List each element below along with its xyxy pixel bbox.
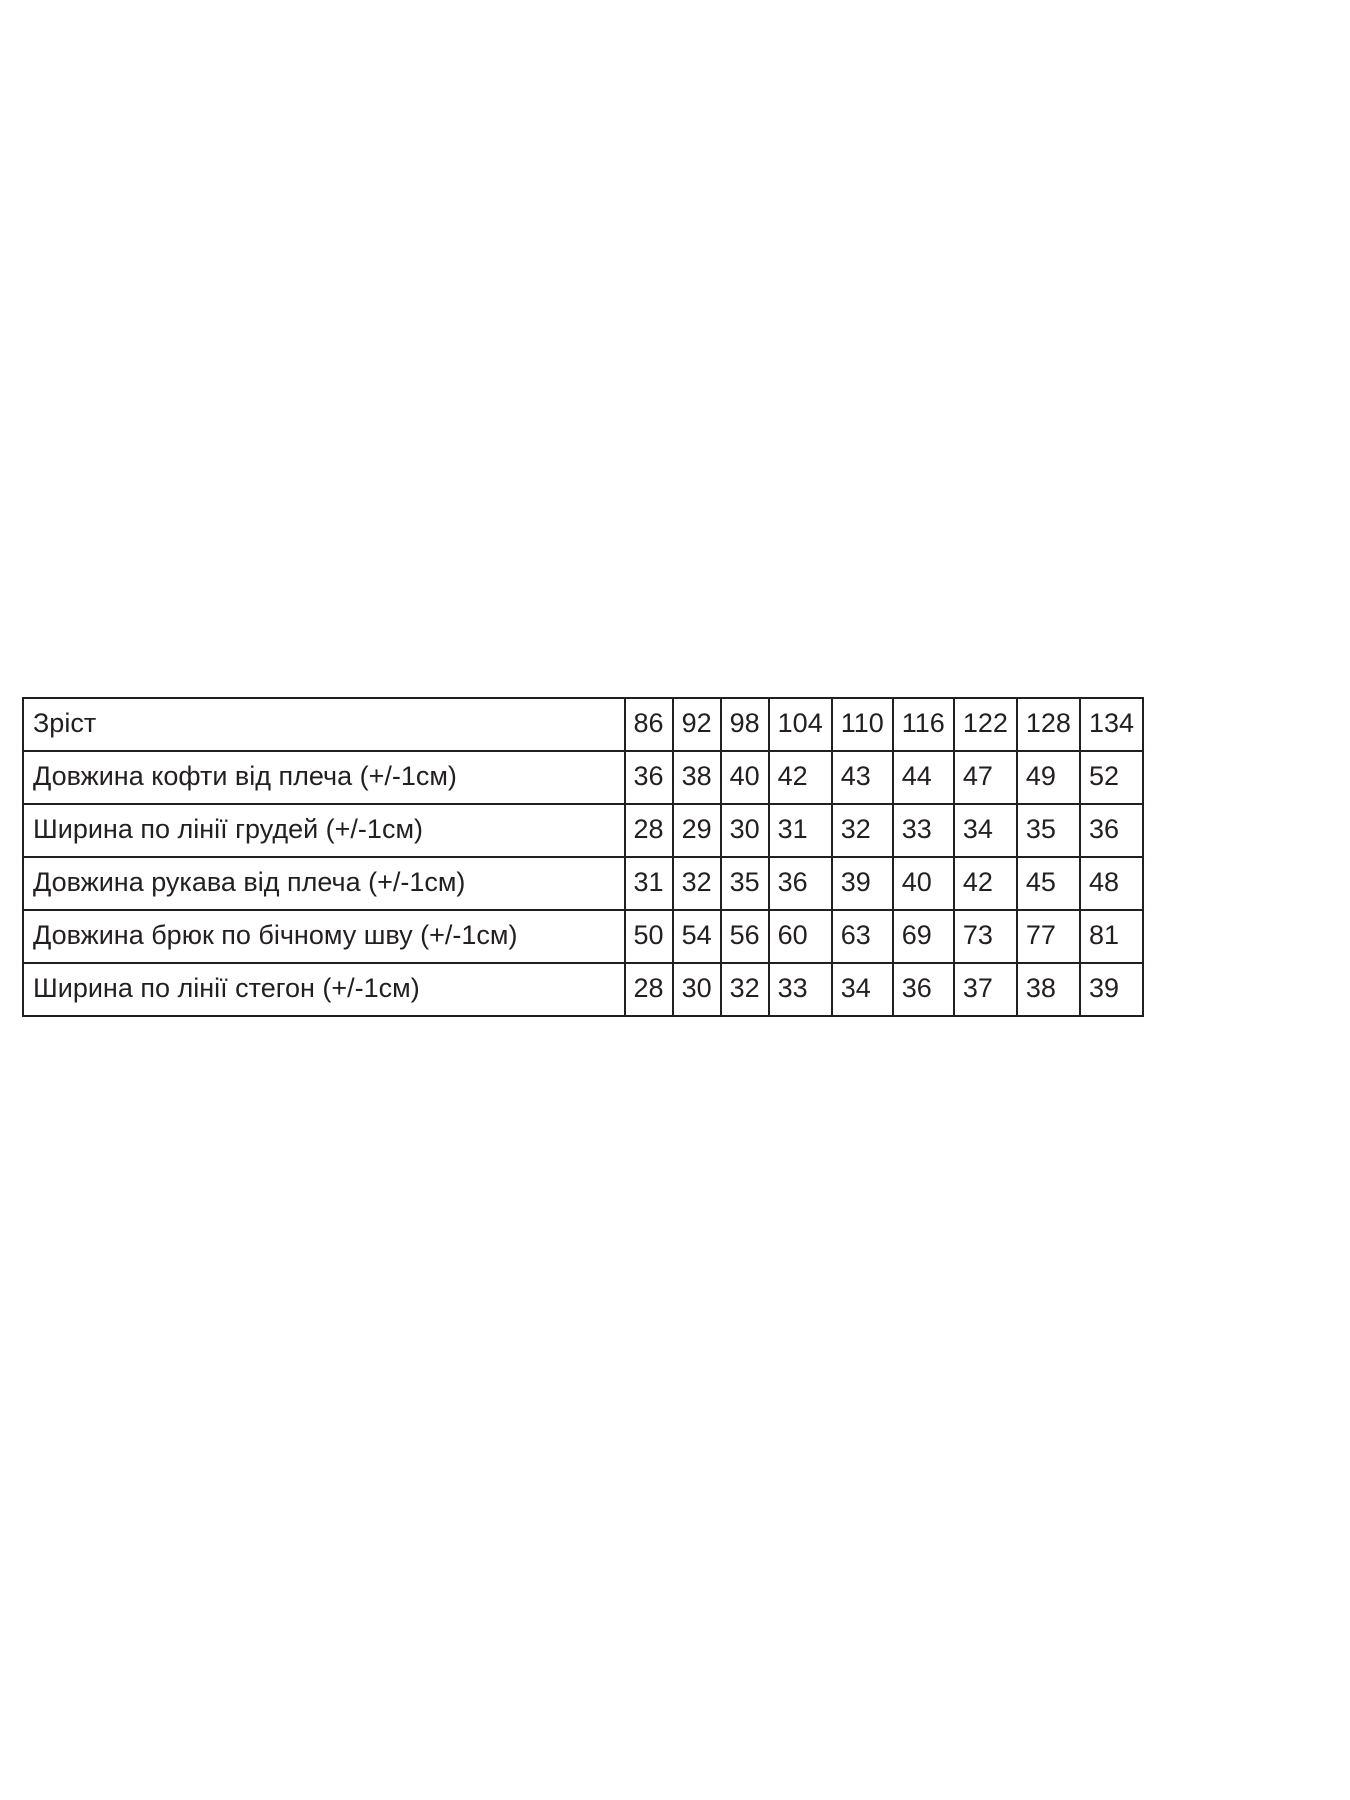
cell-value: 49 <box>1017 751 1080 804</box>
cell-value: 36 <box>893 963 954 1016</box>
cell-value: 38 <box>673 751 721 804</box>
cell-value: 40 <box>721 751 769 804</box>
cell-value: 52 <box>1080 751 1143 804</box>
cell-value: 43 <box>832 751 893 804</box>
row-label: Довжина рукава від плеча (+/-1см) <box>23 857 625 910</box>
cell-value: 28 <box>625 804 673 857</box>
row-label: Зріст <box>23 698 625 751</box>
cell-value: 56 <box>721 910 769 963</box>
table-row <box>23 910 1143 963</box>
cell-value: 134 <box>1080 698 1143 751</box>
size-chart-table <box>22 697 1144 1017</box>
cell-value: 77 <box>1017 910 1080 963</box>
cell-value: 29 <box>673 804 721 857</box>
row-label: Ширина по лінії грудей (+/-1см) <box>23 804 625 857</box>
row-label: Ширина по лінії стегон (+/-1см) <box>23 963 625 1016</box>
cell-value: 54 <box>673 910 721 963</box>
cell-value: 40 <box>893 857 954 910</box>
size-chart-table-container <box>22 697 1144 1017</box>
cell-value: 34 <box>954 804 1017 857</box>
cell-value: 31 <box>625 857 673 910</box>
cell-value: 128 <box>1017 698 1080 751</box>
cell-value: 104 <box>769 698 832 751</box>
cell-value: 116 <box>893 698 954 751</box>
cell-value: 30 <box>721 804 769 857</box>
cell-value: 122 <box>954 698 1017 751</box>
cell-value: 98 <box>721 698 769 751</box>
cell-value: 33 <box>769 963 832 1016</box>
cell-value: 73 <box>954 910 1017 963</box>
cell-value: 28 <box>625 963 673 1016</box>
cell-value: 81 <box>1080 910 1143 963</box>
cell-value: 39 <box>832 857 893 910</box>
cell-value: 42 <box>954 857 1017 910</box>
cell-value: 32 <box>673 857 721 910</box>
cell-value: 92 <box>673 698 721 751</box>
cell-value: 110 <box>832 698 893 751</box>
cell-value: 45 <box>1017 857 1080 910</box>
cell-value: 50 <box>625 910 673 963</box>
cell-value: 60 <box>769 910 832 963</box>
cell-value: 37 <box>954 963 1017 1016</box>
cell-value: 33 <box>893 804 954 857</box>
cell-value: 30 <box>673 963 721 1016</box>
table-row <box>23 698 1143 751</box>
cell-value: 36 <box>625 751 673 804</box>
cell-value: 86 <box>625 698 673 751</box>
cell-value: 48 <box>1080 857 1143 910</box>
cell-value: 35 <box>1017 804 1080 857</box>
cell-value: 44 <box>893 751 954 804</box>
cell-value: 34 <box>832 963 893 1016</box>
row-label: Довжина брюк по бічному шву (+/-1см) <box>23 910 625 963</box>
cell-value: 31 <box>769 804 832 857</box>
cell-value: 35 <box>721 857 769 910</box>
cell-value: 69 <box>893 910 954 963</box>
row-label: Довжина кофти від плеча (+/-1см) <box>23 751 625 804</box>
cell-value: 42 <box>769 751 832 804</box>
size-chart-table-body <box>23 698 1143 1016</box>
cell-value: 32 <box>832 804 893 857</box>
table-row <box>23 963 1143 1016</box>
cell-value: 63 <box>832 910 893 963</box>
cell-value: 38 <box>1017 963 1080 1016</box>
cell-value: 36 <box>769 857 832 910</box>
table-row <box>23 804 1143 857</box>
table-row <box>23 751 1143 804</box>
cell-value: 36 <box>1080 804 1143 857</box>
cell-value: 32 <box>721 963 769 1016</box>
table-row <box>23 857 1143 910</box>
cell-value: 47 <box>954 751 1017 804</box>
cell-value: 39 <box>1080 963 1143 1016</box>
